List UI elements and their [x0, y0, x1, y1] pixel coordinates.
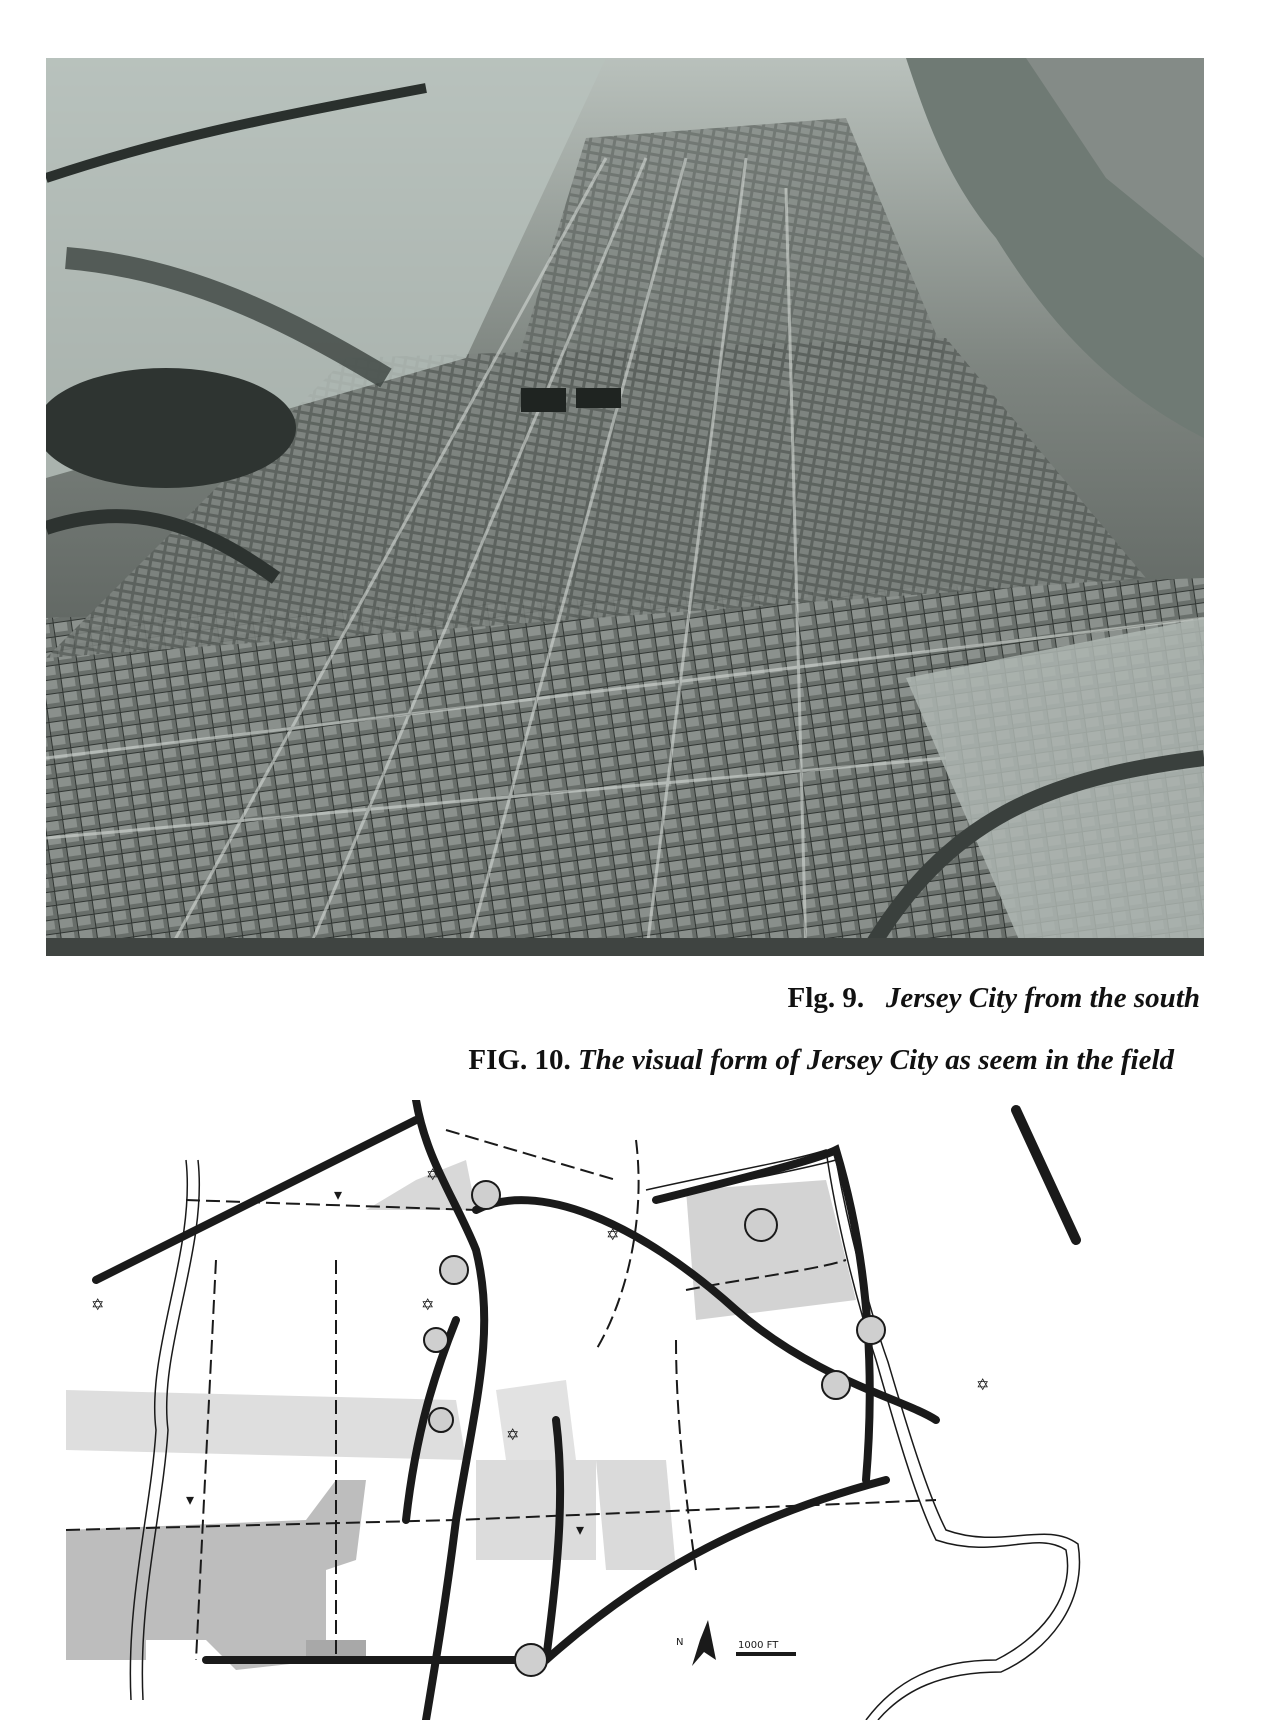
landmark-star-icon: ✡: [606, 1225, 620, 1244]
landmark-star-icon: ✡: [426, 1165, 440, 1184]
figure-9-label: Flg. 9.: [787, 982, 865, 1014]
node-circle: [424, 1328, 448, 1352]
node-circle: [745, 1209, 777, 1241]
landmark-star-icon: ✡: [421, 1295, 435, 1314]
aerial-photo-image: [46, 58, 1204, 956]
district-area: [686, 1180, 856, 1320]
north-arrow-icon: [692, 1620, 716, 1666]
node-circle: [857, 1316, 885, 1344]
figure-9-title: Jersey City from the south: [885, 982, 1200, 1014]
landmark-triangle-icon: ▾: [186, 1490, 195, 1509]
landmark-star-icon: ✡: [976, 1375, 990, 1394]
path: [546, 1480, 886, 1660]
scale-label: 1000 FT: [738, 1640, 779, 1651]
node-circle: [822, 1371, 850, 1399]
path: [1016, 1110, 1076, 1240]
scale-bar: [736, 1652, 796, 1656]
district-area: [496, 1380, 576, 1460]
aerial-photograph: [46, 58, 1204, 956]
figure-10-label: FIG. 10.: [468, 1044, 571, 1076]
visual-form-map: [36, 1100, 1216, 1720]
landmark-triangle-icon: ▾: [576, 1520, 585, 1539]
district-area: [66, 1390, 466, 1460]
node-circle: [440, 1256, 468, 1284]
district-area: [476, 1460, 596, 1560]
map-drawing: [36, 1100, 1216, 1720]
figure-9-caption: [788, 982, 1200, 1015]
landmark-triangle-icon: ▾: [334, 1185, 343, 1204]
figure-10-title: The visual form of Jersey City as seem in the field: [577, 1044, 1174, 1076]
district-area: [596, 1460, 676, 1570]
landmark-star-icon: ✡: [506, 1425, 520, 1444]
north-label: N: [676, 1637, 684, 1648]
node-circle: [515, 1644, 547, 1676]
figure-10-caption: [468, 1044, 1174, 1077]
district-area: [366, 1160, 476, 1210]
landmark-star-icon: ✡: [91, 1295, 105, 1314]
path: [96, 1120, 416, 1280]
node-circle: [429, 1408, 453, 1432]
node-circle: [472, 1181, 500, 1209]
